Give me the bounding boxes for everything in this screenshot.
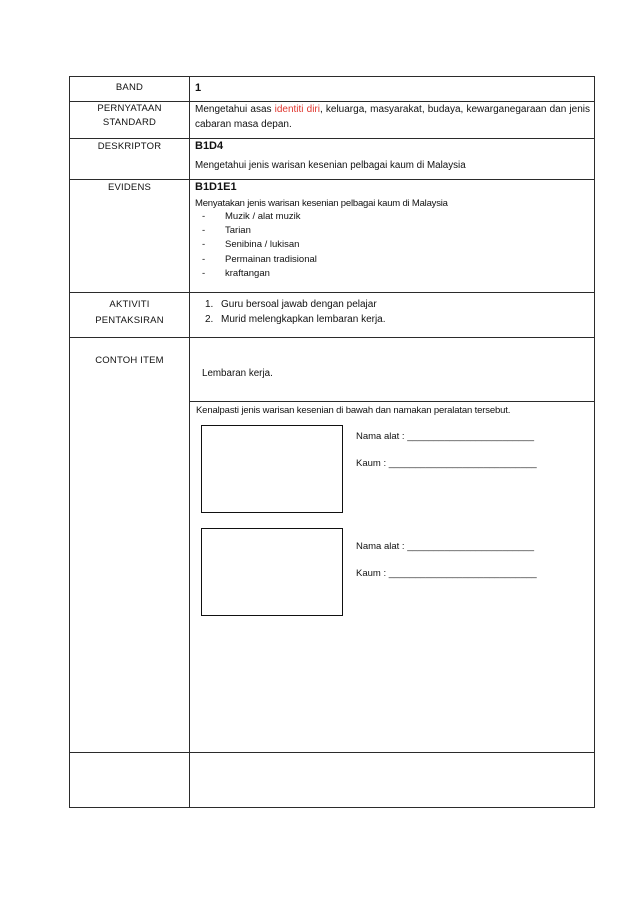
row-divider (70, 179, 594, 180)
rubric-table (69, 76, 595, 808)
aktiviti-list (195, 297, 386, 327)
identiti-diri-highlight: identiti diri (274, 104, 320, 115)
band-label: BAND (115, 82, 144, 93)
list-item: - Permainan tradisional (195, 253, 317, 267)
deskriptor-text: Mengetahui jenis warisan kesenian pelbagai kaum di Malaysia (195, 160, 466, 171)
evidens-list (195, 210, 317, 281)
nama-alat-field: Nama alat : ________________________ (356, 431, 535, 442)
evidens-code: B1D1E1 (195, 181, 237, 193)
list-item: 2. Murid melengkapkan lembaran kerja. (205, 314, 386, 325)
nama-alat-field: Nama alat : ________________________ (356, 541, 535, 552)
contoh-intro: Lembaran kerja. (202, 368, 273, 379)
image-placeholder-box (201, 528, 343, 616)
evidens-text: Menyatakan jenis warisan kesenian pelbagai kaum di Malaysia (195, 198, 448, 209)
pernyataan-label: PERNYATAAN STANDARD (97, 103, 162, 128)
row-divider (70, 752, 594, 753)
band-value: 1 (195, 82, 202, 94)
list-item: - Muzik / alat muzik (195, 210, 317, 224)
list-item: - kraftangan (195, 267, 317, 281)
row-divider (70, 292, 594, 293)
kaum-field: Kaum : ____________________________ (356, 568, 537, 579)
deskriptor-label: DESKRIPTOR (97, 141, 162, 152)
row-divider (70, 337, 594, 338)
row-divider (70, 138, 594, 139)
image-placeholder-box (201, 425, 343, 513)
evidens-label: EVIDENS (107, 182, 152, 193)
kaum-field: Kaum : ____________________________ (356, 458, 537, 469)
contoh-item-label: CONTOH ITEM (95, 355, 164, 366)
pernyataan-text: Mengetahui asas identiti diri, keluarga, masyarakat, budaya, kewarganegaraan dan jenis cabaran masa depan. (195, 104, 590, 130)
deskriptor-code: B1D4 (195, 140, 224, 152)
row-divider (189, 401, 595, 402)
list-item: - Tarian (195, 224, 317, 238)
list-item: 1. Guru bersoal jawab dengan pelajar (205, 299, 377, 310)
contoh-instruction: Kenalpasti jenis warisan kesenian di bawah dan namakan peralatan tersebut. (196, 405, 511, 416)
column-divider (189, 77, 190, 807)
list-item: - Senibina / lukisan (195, 238, 317, 252)
aktiviti-label: AKTIVITI PENTAKSIRAN (95, 299, 164, 326)
